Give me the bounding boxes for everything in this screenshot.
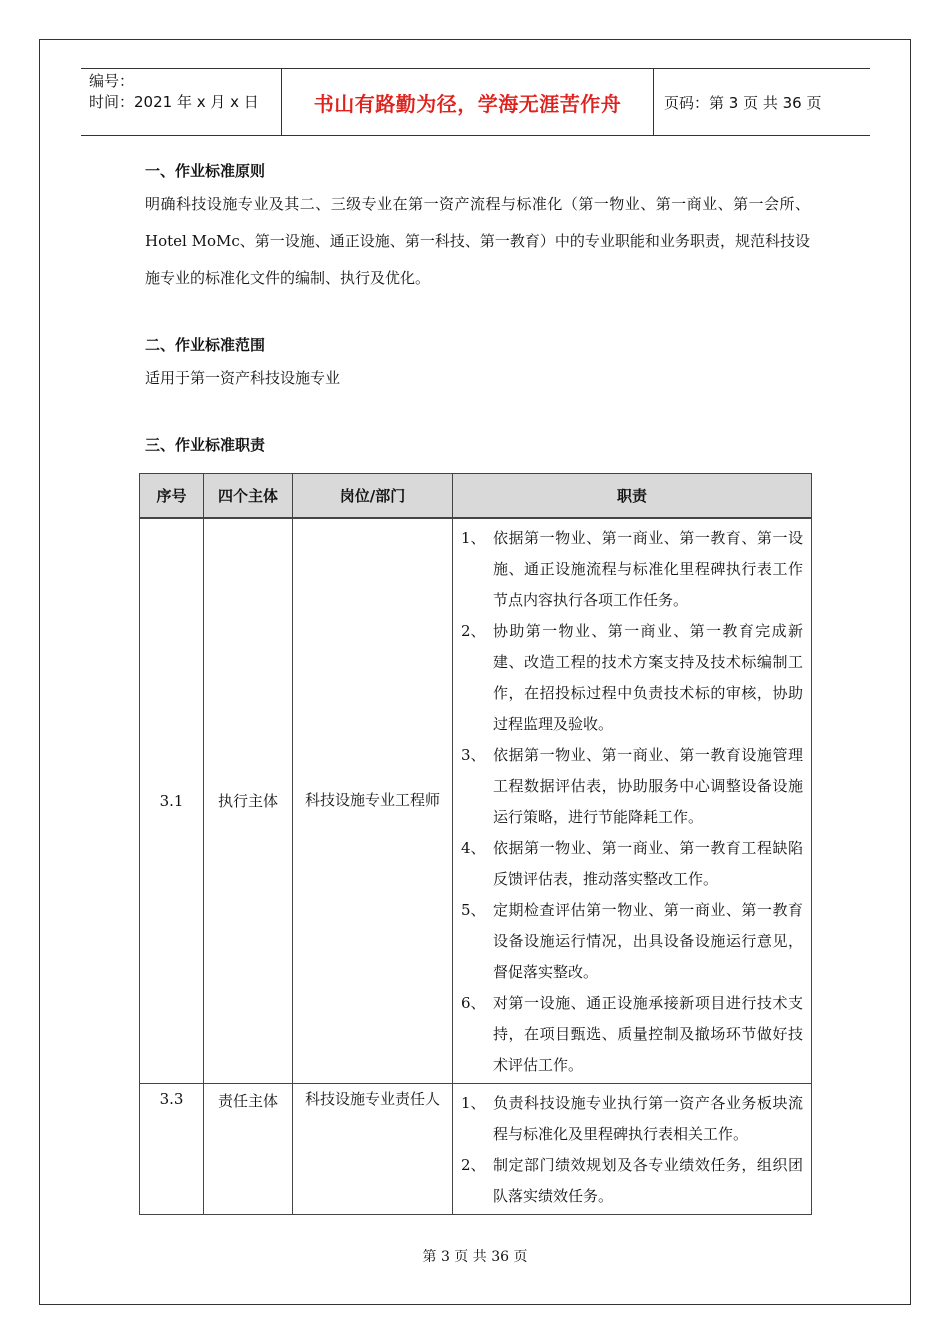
duty-item: 2、 协助第一物业、第一商业、第一教育完成新建、改造工程的技术方案支持及技术标编制工作，在招投标过程中负责技术标的审核，协助过程监理及验收。 — [461, 621, 803, 733]
column-header-position: 岗位/部门 — [293, 474, 453, 518]
column-header-subject: 四个主体 — [204, 474, 293, 518]
row-position-text: 科技设施专业责任人 — [304, 1089, 440, 1108]
duty-item: 4、 依据第一物业、第一商业、第一教育工程缺陷反馈评估表，推动落实整改工作。 — [461, 838, 803, 888]
table-header-row — [140, 474, 812, 518]
section-body-principles: 明确科技设施专业及其二、三级专业在第一资产流程与标准化（第一物业、第一商业、第一会所、Hotel MoMc、第一设施、通正设施、第一科技、第一教育）中的专业职能和业务职责，规范科技设施专业的标准化文件的编制、执行及优化。 — [145, 195, 810, 287]
row-duties — [453, 518, 812, 1084]
row-subject: 执行主体 — [204, 518, 293, 1084]
duty-item: 2、 制定部门绩效规划及各专业绩效任务，组织团队落实绩效任务。 — [461, 1155, 803, 1205]
column-header-duties: 职责 — [453, 474, 812, 518]
header-motto: 书山有路勤为径，学海无涯苦作舟 — [281, 69, 654, 135]
row-position-text: 科技设施专业工程师 — [304, 791, 440, 809]
page-header — [81, 68, 870, 136]
row-seq: 3.3 — [140, 1083, 204, 1214]
section-body-scope: 适用于第一资产科技设施专业 — [145, 369, 341, 387]
duty-item: 3、 依据第一物业、第一商业、第一教育设施管理工程数据评估表，协助服务中心调整设备设施运行策略，进行节能降耗工作。 — [461, 745, 803, 826]
duty-item: 1、 依据第一物业、第一商业、第一教育、第一设施、通正设施流程与标准化里程碑执行表工作节点内容执行各项工作任务。 — [461, 528, 803, 609]
section-title-duties: 三、作业标准职责 — [145, 436, 266, 454]
row-seq: 3.1 — [140, 518, 204, 1084]
duty-item: 1、 负责科技设施专业执行第一资产各业务板块流程与标准化及里程碑执行表相关工作。 — [461, 1093, 803, 1143]
row-position — [293, 518, 453, 1084]
document-body — [145, 156, 810, 460]
document-number-label: 编号： — [89, 72, 135, 90]
section-title-scope: 二、作业标准范围 — [145, 336, 266, 354]
duty-item: 6、 对第一设施、通正设施承接新项目进行技术支持，在项目甄选、质量控制及撤场环节做好技术评估工作。 — [461, 993, 803, 1074]
header-page-info: 页码：第 3 页 共 36 页 — [664, 93, 822, 112]
page-footer: 第 3 页 共 36 页 — [422, 1249, 528, 1265]
row-position — [293, 1083, 453, 1214]
table-row — [140, 518, 812, 1084]
table-row — [140, 1083, 812, 1214]
column-header-seq: 序号 — [140, 474, 204, 518]
header-meta — [81, 69, 281, 135]
document-date: 时间：2021 年 x 月 x 日 — [89, 93, 259, 111]
row-duties — [453, 1083, 812, 1214]
duties-table — [139, 473, 812, 1215]
row-subject: 责任主体 — [204, 1083, 293, 1214]
section-title-principles: 一、作业标准原则 — [145, 162, 266, 180]
duty-item: 5、 定期检查评估第一物业、第一商业、第一教育设备设施运行情况，出具设备设施运行意见，督促落实整改。 — [461, 900, 803, 981]
